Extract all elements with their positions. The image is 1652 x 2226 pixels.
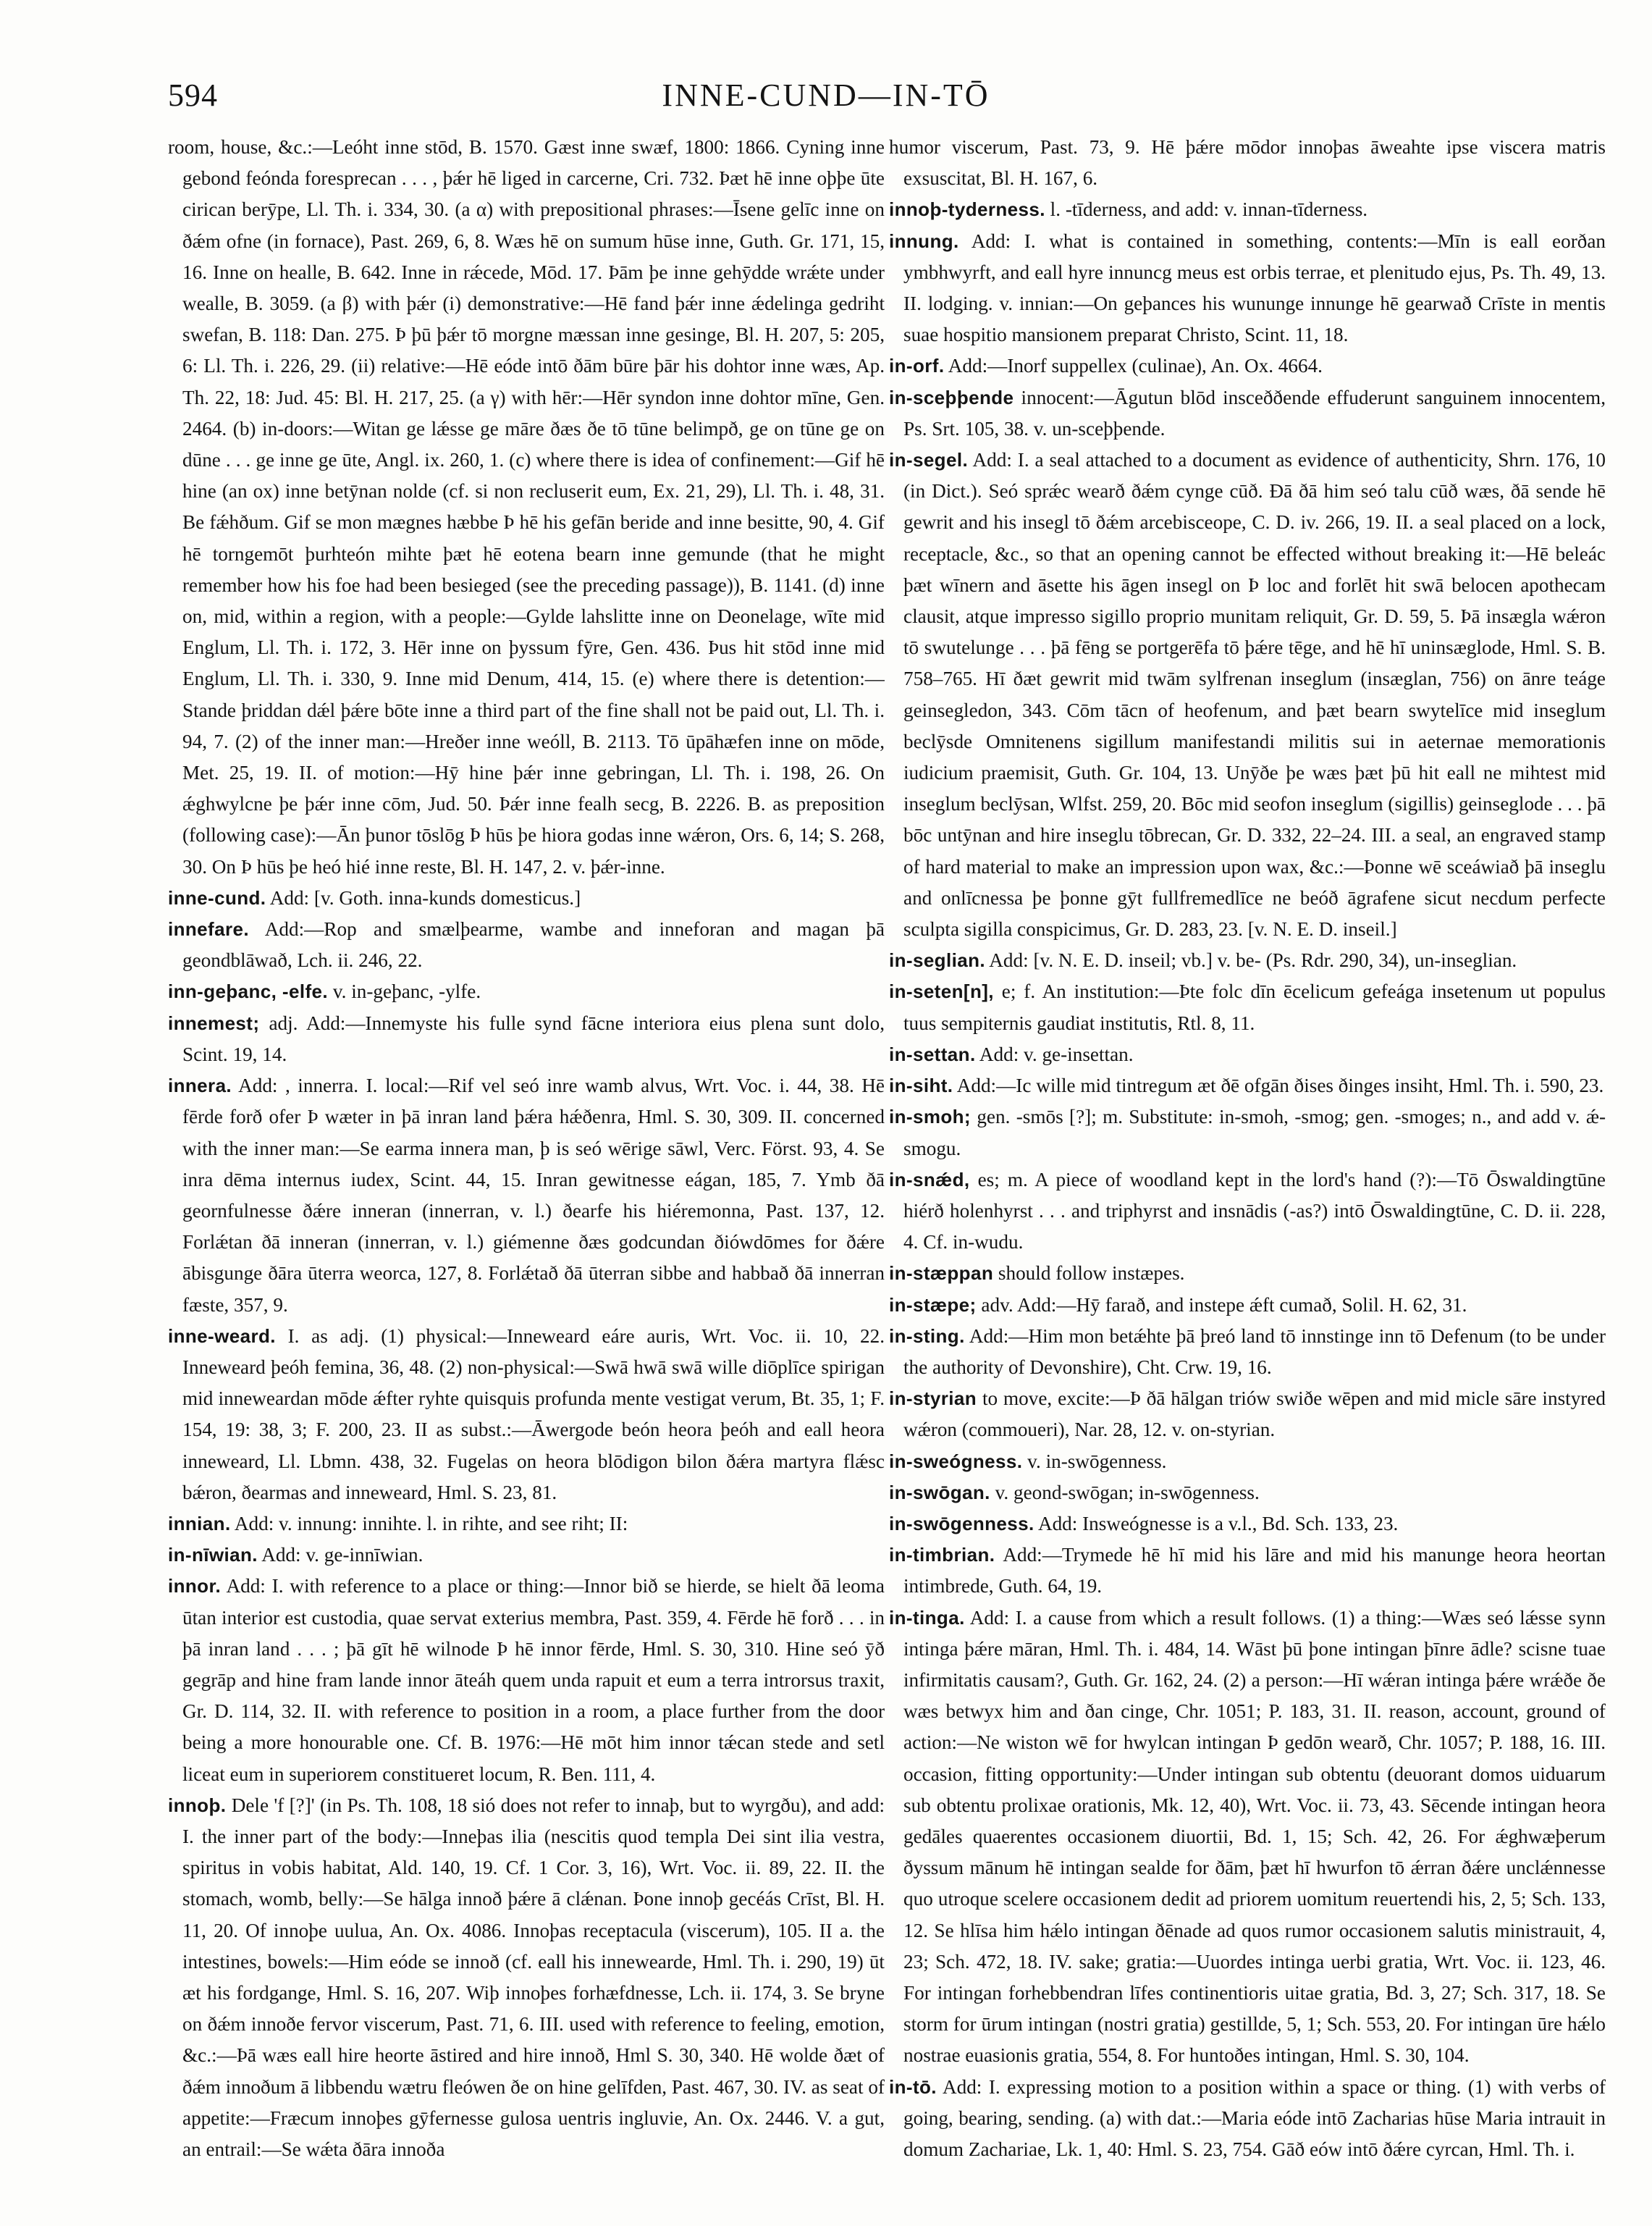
entry	[889, 445, 1606, 945]
entry	[168, 976, 885, 1007]
entry-text: e; f. An institution:—Þte folc dīn ēcelicum gefeága insetenum ut populus tuus sempiternis gaudiat institutis, Rtl. 8, 11.	[903, 980, 1606, 1034]
headword: innera.	[168, 1075, 232, 1097]
headword: in-sweógness.	[889, 1450, 1023, 1472]
entry	[889, 1039, 1606, 1070]
headword: in-swōgan.	[889, 1481, 990, 1503]
entry	[168, 1008, 885, 1070]
headword: in-orf.	[889, 355, 945, 377]
entry-text: Add:—Inorf suppellex (culinae), An. Ox. 4664.	[948, 355, 1323, 377]
headword: in-settan.	[889, 1043, 976, 1065]
entry-text: adv. Add:—Hȳ farað, and instepe ǽft cumað, Solil. H. 62, 31.	[981, 1293, 1467, 1316]
entry	[889, 1446, 1606, 1477]
entry	[889, 1258, 1606, 1289]
headword: innemest;	[168, 1012, 260, 1034]
headword: in-tō.	[889, 2075, 937, 2098]
entry	[889, 1290, 1606, 1321]
headword: in-snǽd,	[889, 1168, 970, 1190]
headword: in-styrian	[889, 1387, 977, 1410]
headword: innoþ.	[168, 1794, 227, 1816]
headword: in-seten[n],	[889, 980, 994, 1003]
headword: innor.	[168, 1575, 222, 1597]
entry-text: Add: v. innung: innihte. l. in rihte, and see riht; II:	[234, 1512, 628, 1534]
headword: innoþ-tyderness.	[889, 198, 1045, 221]
headword: innung.	[889, 230, 959, 252]
entry-text: Add: I. what is contained in something, contents:—Mīn is eall eorðan ymbhwyrft, and eall hyre innuncg meus est orbis terrae, et plenitudo ejus, Ps. Th. 49, 13. II. lodging. v. innian:—On geþances his wununge innunge hē gearwað Crīste in mentis suae hospitio mansionem preparat Christo, Scint. 11, 18.	[903, 230, 1606, 346]
headword: in-swōgenness.	[889, 1512, 1034, 1534]
entry	[889, 1101, 1606, 1164]
entry	[889, 350, 1606, 382]
entry-text: Add:—Rop and smælþearme, wambe and inneforan and magan þā geondblāwað, Lch. ii. 246, 22.	[182, 918, 885, 972]
headword: in-nīwian.	[168, 1544, 258, 1566]
entry	[889, 1603, 1606, 2072]
entry-text: Add: I. with reference to a place or thing:—Innor bið se hierde, se hielt ðā leoma ūtan interior est custodia, quae servat exterius membra, Past. 359, 4. Fērde hē forð . . . in þā inran land . . . ; þā gīt hē wilnode Þ hē innor fērde, Hml. S. 30, 310. Hine seó ȳð gegrāp and hine fram lande innor āteáh quem unda rapuit et eum a terra introrsus traxit, Gr. D. 114, 32. II. with reference to position in a room, a place further from the door being a more honourable one. Cf. B. 1976:—Hē mōt him innor tǽcan stede and setl liceat eum in superiorem constitueret locum, R. Ben. 111, 4.	[182, 1575, 885, 1785]
entry-text: I. as adj. (1) physical:—Inneweard eáre auris, Wrt. Voc. ii. 10, 22. Inneweard þeóh femina, 36, 48. (2) non-physical:—Swā hwā swā wille diōplīce spirigan mid inneweardan mōde ǽfter ryhte quisquis profunda mente vestigat verum, Bt. 35, 1; F. 154, 19: 38, 3; F. 200, 23. II as subst.:—Āwergode beón heora þeóh and eall heora inneweard, Ll. Lbmn. 438, 32. Fugelas on heora blōdigon bilon ðǽra martyra flǽsc bǽron, ðearmas and inneweard, Hml. S. 23, 81.	[182, 1324, 885, 1503]
entry	[168, 1790, 885, 2165]
entry	[168, 883, 885, 914]
entry	[889, 1070, 1606, 1101]
entry-text: Add: [v. N. E. D. inseil; vb.] v. be- (Ps. Rdr. 290, 34), un-inseglian.	[989, 949, 1517, 972]
entry	[889, 1164, 1606, 1259]
entry-text: innocent:—Āgutun blōd insceððende effuderunt sanguinem innocentem, Ps. Srt. 105, 38. v. un-sceþþende.	[903, 386, 1606, 440]
entry-text: l. -tīderness, and add: v. innan-tīderness.	[1050, 198, 1368, 221]
headword: in-tinga.	[889, 1606, 965, 1629]
entry	[889, 1508, 1606, 1540]
entry	[889, 2072, 1606, 2166]
headword: in-siht.	[889, 1075, 953, 1097]
entry-text: adj. Add:—Innemyste his fulle synd fācne interiora eius plena sunt dolo, Scint. 19, 14.	[182, 1012, 885, 1065]
entry-text: Add: I. expressing motion to a position within a space or thing. (1) with verbs of going, bearing, sending. (a) with dat.:—Maria eóde intō Zacharias hūse Maria intrauit in domum Zachariae, Lk. 1, 40: Hml. S. 23, 754. Gāð eów intō ðǽre cyrcan, Hml. Th. i.	[903, 2075, 1606, 2160]
entry-text: Add:—Him mon betǽhte þā þreó land tō innstinge inn tō Defenum (to be under the authority of Devonshire), Cht. Crw. 19, 16.	[903, 1324, 1606, 1378]
headword: in-timbrian.	[889, 1544, 995, 1566]
right-column	[889, 132, 1606, 2203]
entry-text: Add:—Ic wille mid tintregum æt ðē ofgān ðises ðinges insiht, Hml. Th. i. 590, 23.	[956, 1075, 1604, 1097]
headword: innefare.	[168, 918, 249, 941]
headword: in-sting.	[889, 1324, 965, 1347]
entry	[168, 1070, 885, 1321]
entry-text: room, house, &c.:—Leóht inne stōd, B. 1570. Gæst inne swæf, 1800: 1866. Cyning inne gebond feónda foresprecan . . . , þǽr hē liged in carcerne, Cri. 732. Þæt hē inne oþþe ūte cirican berȳpe, Ll. Th. i. 334, 30. (a α) with prepositional phrases:—Īsene gelīc inne on ðǽm ofne (in fornace), Past. 269, 6, 8. Wæs hē on sumum hūse inne, Guth. Gr. 171, 15, 16. Inne on healle, B. 642. Inne in rǽcede, Mōd. 17. Þām þe inne gehȳdde wrǽte under wealle, B. 3059. (a β) with þǽr (i) demonstrative:—Hē fand þǽr inne ǽdelinga gedriht swefan, B. 118: Dan. 275. Þ þū þǽr tō morgne mæssan inne gesinge, Bl. H. 207, 5: 205, 6: Ll. Th. i. 226, 29. (ii) relative:—Hē eóde intō ðām būre þār his dohtor inne wæs, Ap. Th. 22, 18: Jud. 45: Bl. H. 217, 25. (a γ) with hēr:—Hēr syndon inne dohtor mīne, Gen. 2464. (b) in-doors:—Witan ge lǽsse ge māre ðæs ðe tō tūne belimpð, ge on tūne ge on dūne . . . ge inne ge ūte, Angl. ix. 260, 1. (c) where there is idea of confinement:—Gif hē hine (an ox) inne betȳnan nolde (cf. si non recluserit eum, Ex. 21, 29), Ll. Th. i. 48, 31. Be fǽhðum. Gif se mon mægnes hæbbe Þ hē his gefān beride and inne besitte, 90, 4. Gif hē torngemōt þurhteón mihte þæt hē eotena bearn inne gemunde (that he might remember how his foe had been besieged (see the preceding passage)), B. 1141. (d) inne on, mid, within a region, with a people:—Gylde lahslitte inne on Deonelage, wīte mid Englum, Ll. Th. i. 172, 3. Hēr inne on þyssum fȳre, Gen. 436. Þus hit stōd inne mid Englum, Ll. Th. i. 330, 9. Inne mid Denum, 414, 15. (e) where there is detention:—Stande þriddan dǽl þǽre bōte inne a third part of the fine shall not be paid out, Ll. Th. i. 94, 7. (2) of the inner man:—Hreðer inne weóll, B. 2113. Tō ūpāhæfen inne on mōde, Met. 25, 19. II. of motion:—Hȳ hine þǽr inne gebringan, Ll. Th. i. 198, 26. On ǽghwylcne þe þǽr inne cōm, Jud. 50. Þǽr inne fealh secg, B. 2226. B. as preposition (following case):—Ān þunor tōslōg Þ hūs þe hiora godas inne wǽron, Ors. 6, 14; S. 268, 30. On Þ hūs þe heó hié inne reste, Bl. H. 147, 2. v. þǽr-inne.	[168, 136, 885, 878]
entry-text: v. geond-swōgan; in-swōgenness.	[995, 1481, 1260, 1503]
entry	[889, 382, 1606, 445]
headword: innian.	[168, 1512, 231, 1534]
entry	[889, 1383, 1606, 1445]
entry-text: humor viscerum, Past. 73, 9. Hē þǽre mōdor innoþas āweahte ipse viscera matris exsuscitat, Bl. H. 167, 6.	[889, 136, 1606, 190]
entry-text: v. in-swōgenness.	[1027, 1450, 1167, 1472]
entry	[889, 226, 1606, 351]
entry	[168, 132, 885, 883]
entry-text: Add: [v. Goth. inna-kunds domesticus.]	[269, 886, 581, 909]
entry-text: Dele 'f [?]' (in Ps. Th. 108, 18 sió does not refer to innaþ, but to wyrgðu), and add: I. the inner part of the body:—Inneþas ilia (nescitis quod templa Dei sint ilia vestra, spiritus in vobis habitat, Ald. 140, 19. Cf. 1 Cor. 3, 16), Wrt. Voc. ii. 89, 22. II. the stomach, womb, belly:—Se hālga innoð þǽre ā clǽnan. Þone innoþ gecéás Crīst, Bl. H. 11, 20. Of innoþe uulua, An. Ox. 4086. Innoþas receptacula (viscerum), 105. II a. the intestines, bowels:—Him eóde se innoð (cf. eall his innewearde, Hml. Th. i. 290, 19) ūt æt his fordgange, Hml. S. 16, 207. Wiþ innoþes forhæfdnesse, Lch. ii. 174, 3. Se bryne on ðǽm innoðe fervor viscerum, Past. 71, 6. III. used with reference to feeling, emotion, &c.:—Þā wæs eall hire heorte āstired and hire innoð, Hml S. 30, 340. Hē wolde ðæt of ðǽm innoðum ā libbendu wætru fleówen ðe on hine gelīfden, Past. 467, 30. IV. as seat of appetite:—Fræcum innoþes gȳfernesse gulosa uentris ingluvie, An. Ox. 2446. V. a gut, an entrail:—Se wǽta ðāra innoða	[182, 1794, 885, 2160]
entry	[889, 976, 1606, 1038]
headword: inne-cund.	[168, 886, 266, 909]
entry	[889, 1321, 1606, 1383]
entry	[168, 1508, 885, 1540]
entry-text: should follow instæpes.	[998, 1262, 1185, 1285]
entry	[889, 1540, 1606, 1602]
entry	[889, 945, 1606, 976]
entry-text: es; m. A piece of woodland kept in the lord's hand (?):—Tō Ōswaldingtūne hiérð holenhyrst . . . and triphyrst and insnādis (-as?) intō Ōswaldingtūne, C. D. ii. 228, 4. Cf. in-wudu.	[903, 1168, 1606, 1253]
entry	[889, 1477, 1606, 1508]
entry-text: to move, excite:—Þ ðā hālgan triów swiðe wēpen and mid micle sāre instyred wǽron (commoueri), Nar. 28, 12. v. on-styrian.	[903, 1387, 1606, 1441]
entry	[889, 194, 1606, 225]
entry	[168, 914, 885, 976]
headword: in-stæpe;	[889, 1293, 977, 1316]
headword: in-seglian.	[889, 949, 985, 972]
entry	[168, 1321, 885, 1508]
left-column	[168, 132, 885, 2203]
entry-text: Add:—Trymede hē hī mid his lāre and mid his manunge heora heortan intimbrede, Guth. 64, 19.	[903, 1544, 1606, 1597]
entry	[168, 1540, 885, 1571]
entry	[889, 132, 1606, 194]
headword: inn-geþanc, -elfe.	[168, 980, 329, 1003]
headword: in-stæppan	[889, 1262, 994, 1285]
entry-text: v. in-geþanc, -ylfe.	[332, 980, 481, 1003]
running-title: INNE-CUND—IN-TŌ	[662, 77, 990, 113]
entry-text: Add: , innerra. I. local:—Rif vel seó inre wamb alvus, Wrt. Voc. i. 44, 38. Hē fērde forð ofer Þ wæter in þā inran land þǽra hǽðenra, Hml. S. 30, 309. II. concerned with the inner man:—Se earma innera man, þ is seó wērige sāwl, Verc. Först. 93, 4. Se inra dēma internus iudex, Scint. 44, 15. Inran gewitnesse eágan, 185, 7. Ymb ðā geornfulnesse ðǽre inneran (innerran, v. l.) ðearfe his hiéremonna, Past. 137, 12. Forlǽtan ðā inneran (innerran, v. l.) giémenne ðæs godcundan ðiówdōmes for ðǽre ābisgunge ðāra ūterra weorca, 127, 8. Forlǽtað ðā ūterran sibbe and habbað ðā innerran fæste, 357, 9.	[182, 1075, 885, 1316]
headword: inne-weard.	[168, 1324, 276, 1347]
entry-text: Add: I. a cause from which a result follows. (1) a thing:—Wæs seó lǽsse synn intinga þǽre māran, Hml. Th. i. 484, 14. Wāst þū þone intingan þīnre ādle? scisne tuae infirmitatis causam?, Guth. Gr. 162, 24. (2) a person:—Hī wǽran intinga þǽre wrǽðe ðe wæs betwyx him and ðan cinge, Chr. 1051; P. 183, 31. II. reason, account, ground of action:—Ne wiston wē for hwylcan intingan Þ gedōn wearð, Chr. 1057; P. 188, 16. III. occasion, fitting opportunity:—Under intingan sub obtentu (deuorant domos uiduarum sub obtentu prolixae orationis, Mk. 12, 40), Wrt. Voc. ii. 73, 43. Sēcende intingan heora gedāles quaerentes occasionem diuortii, Bd. 1, 15; Sch. 42, 26. For ǽghwæþerum ðyssum mānum hē intingan sealde for ðām, þæt hī hwurfon tō ǽrran ðǽre unclǽnnesse quo utroque scelere occasionem dedit ad priorem uomitum reuertendi his, 2, 5; Sch. 133, 12. Se hlīsa him hǽlo intingan ðēnade ad quos rumor occasionem salutis ministrauit, 4, 23; Sch. 472, 18. IV. sake; gratia:—Uuordes intinga uerbi gratia, Wrt. Voc. ii. 123, 46. For intingan forhebbendran līfes continentioris uitae gratia, Bd. 3, 27; Sch. 317, 18. Se storm for ūrum intingan (nostri gratia) gestillde, 5, 1; Sch. 553, 20. For intingan ūre hǽlo nostrae euasionis gratia, 554, 8. For huntoðes intingan, Hml. S. 30, 104.	[903, 1606, 1606, 2067]
entry-text: Add: v. ge-innīwian.	[261, 1544, 423, 1566]
headword: in-smoh;	[889, 1106, 971, 1128]
headword: in-segel.	[889, 449, 969, 471]
entry-text: Add: v. ge-insettan.	[979, 1043, 1134, 1065]
entry	[168, 1571, 885, 1789]
entry-text: Add: Insweógnesse is a v.l., Bd. Sch. 133, 23.	[1037, 1512, 1399, 1534]
entry-text: gen. -smōs [?]; m. Substitute: in-smoh, -smog; gen. -smoges; n., and add v. ǽ-smogu.	[903, 1106, 1606, 1159]
headword: in-sceþþende	[889, 386, 1014, 408]
page-number: 594	[168, 77, 218, 113]
entry-text: Add: I. a seal attached to a document as evidence of authenticity, Shrn. 176, 10 (in Dict.). Seó sprǽc wearð ðǽm cynge cūð. Ðā ðā him seó talu cūð wæs, ðā sende hē gewrit and his insegl tō ðǽm arcebisceope, C. D. iv. 266, 19. II. a seal placed on a lock, receptacle, &c., so that an opening cannot be effected without breaking it:—Hē beleác þæt wīnern and āsette his āgen insegl on Þ loc and forlēt hit swā belocen apothecam clausit, atque impresso sigillo proprio munitam reliquit, Gr. D. 59, 5. Þā insægla wǽron tō swutelunge . . . þā fēng se portgerēfa tō þǽre tēge, and hē hī uninsæglode, Hml. S. B. 758–765. Hī ðæt gewrit mid twām sylfrenan inseglum (insæglan, 756) on ānre teáge geinsegledon, 343. Cōm tācn of heofenum, and þæt bearn swytelīce mid inseglum beclȳsde Omnitenens sigillum manifestandi militis sui in aeternae memorationis iudicium praemisit, Guth. Gr. 104, 13. Unȳðe þe wæs þæt þū hit eall ne mihtest mid inseglum beclȳsan, Wlfst. 259, 20. Bōc mid seofon inseglum (sigillis) geinseglode . . . þā bōc untȳnan and hire inseglu tōbrecan, Gr. D. 332, 22–24. III. a seal, an engraved stamp of hard material to make an impression upon wax, &c.:—Þonne wē sceáwiað þā inseglu and onlīcnessa þe þonne gȳt fullfremedlīce ne beóð āgrafene sicut necdum perfecte sculpta sigilla conspicimus, Gr. D. 283, 23. [v. N. E. D. inseil.]	[903, 449, 1606, 941]
